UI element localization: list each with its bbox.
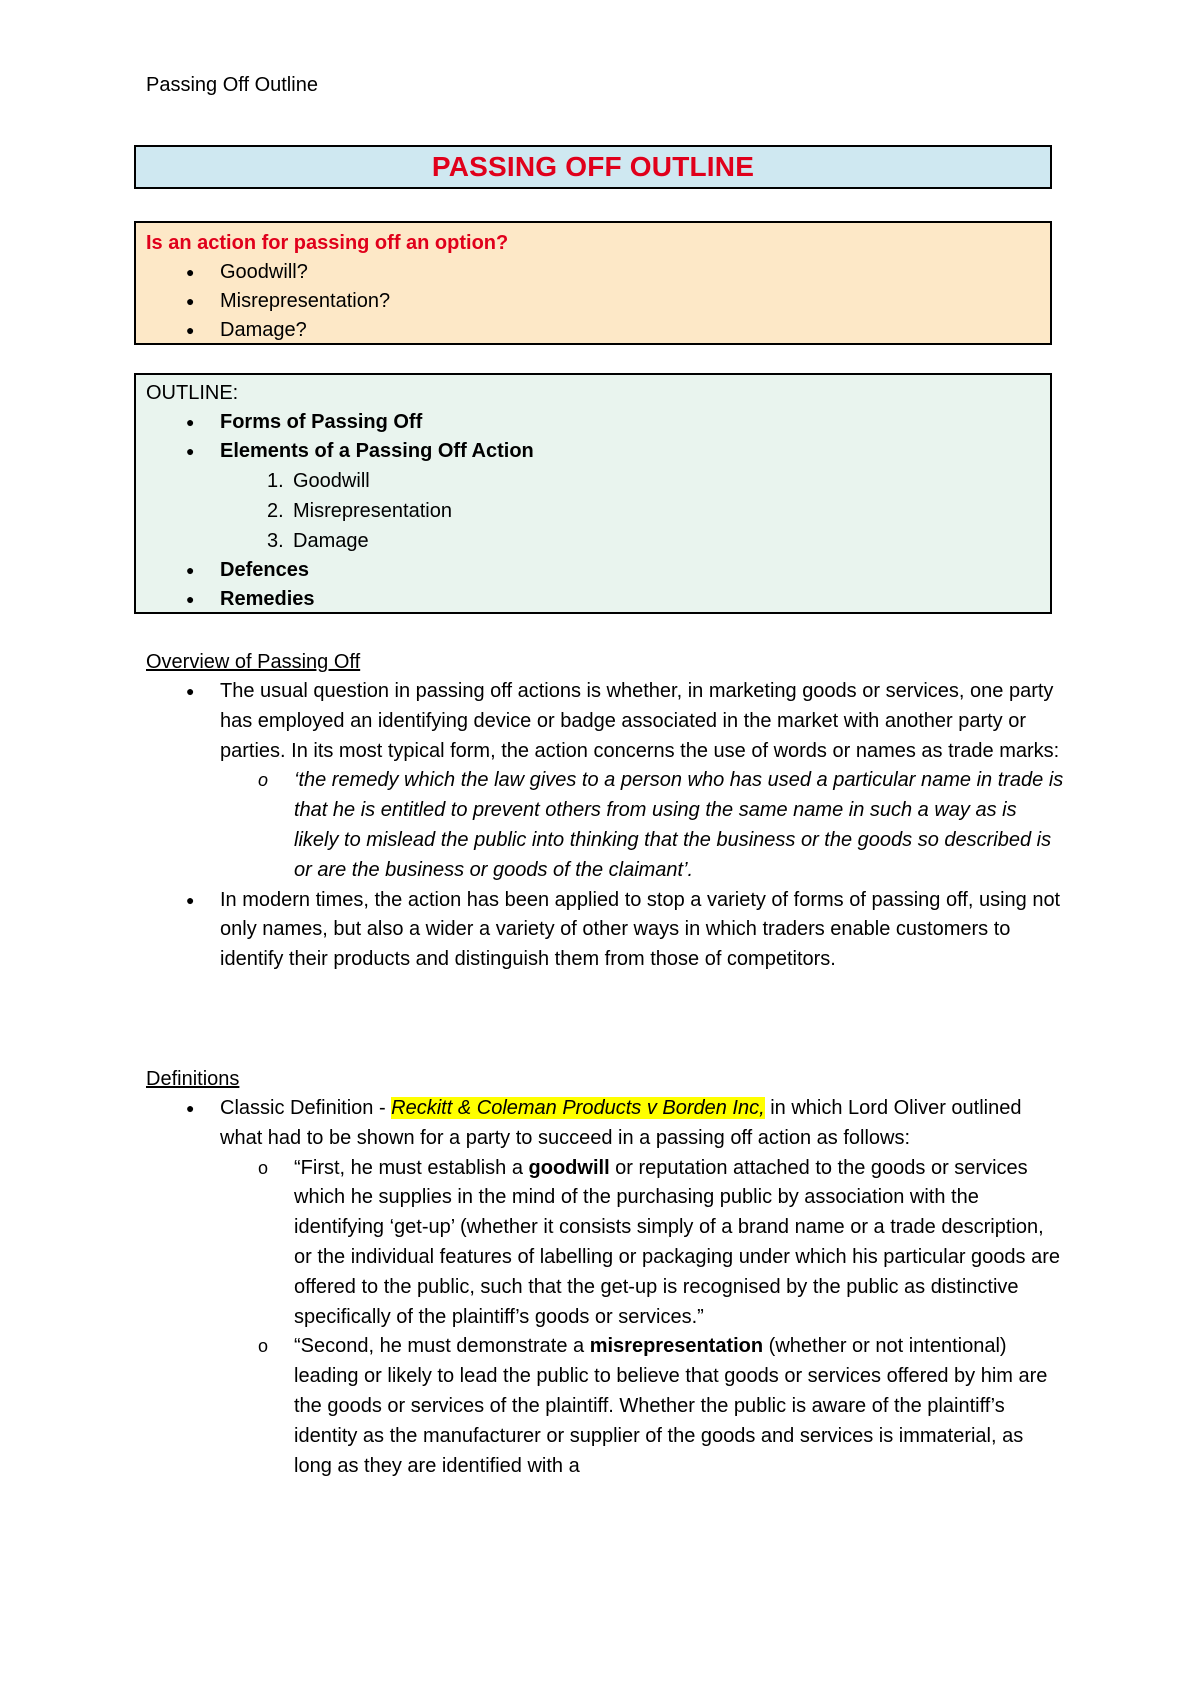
overview-sub-list (220, 766, 1066, 885)
outline-label: OUTLINE: (146, 382, 239, 404)
case-name-highlight: Reckitt & Coleman Products v Borden Inc, (391, 1097, 765, 1119)
definitions-heading: Definitions (146, 1068, 240, 1090)
list-item-text: Damage (293, 530, 369, 552)
list-item (146, 677, 1066, 886)
list-item: ● Misrepresentation? (146, 287, 1040, 316)
outline-box (134, 373, 1052, 614)
list-item (146, 496, 1040, 526)
list-item (146, 886, 1066, 975)
first-text-a: “First, he must establish a (294, 1156, 529, 1179)
list-item (146, 466, 1040, 496)
outline-list (146, 408, 1040, 466)
elements-list (146, 466, 1040, 556)
classic-prefix: Classic Definition - (220, 1097, 392, 1119)
list-item (220, 1154, 1066, 1333)
list-item: ● Forms of Passing Off (146, 408, 1040, 437)
overview-bullet-1: The usual question in passing off actions is whether, in marketing goods or services, one party has employed an identifying device or badge associated in the market with another party or parties. In its most typical form, the action concerns the use of words or names as trade marks: (220, 680, 1060, 762)
title-box (134, 145, 1052, 189)
list-item (146, 1094, 1066, 1481)
classic-suffix: in which Lord Oliver outlined what had to be shown for a party to succeed in a passing off action as follows: (220, 1097, 1022, 1149)
first-text-b: or reputation attached to the goods or services which he supplies in the mind of the purchasing public by association with the identifying ‘get-up’ (whether it consists simply of a brand name or a trade description, or the individual features of labelling or packaging under which his particular goods are offered to the public, such that the get-up is recognised by the public as distinctive specifically of the plaintiff’s goods or services.” (294, 1156, 1061, 1328)
list-number: 3. (267, 530, 284, 552)
second-text-b: (whether or not intentional) leading or likely to lead the public to believe that goods or services offered by him are the goods or services of the plaintiff. Whether the public is aware of the plaintiff’s identity as the manufacturer or supplier of the goods and services is immaterial, as long as they are identified with a (294, 1335, 1048, 1477)
overview-bullet-2: In modern times, the action has been applied to stop a variety of forms of passing off, using not only names, but also a wider a variety of other ways in which traders enable customers to identify their products and distinguish them from those of competitors. (220, 888, 1061, 971)
second-bold: misrepresentation (589, 1335, 764, 1358)
list-item (146, 437, 1040, 466)
running-header: Passing Off Outline (146, 74, 318, 96)
overview-section (146, 647, 1066, 975)
list-item (146, 526, 1040, 556)
list-item: ● Goodwill? (146, 258, 1040, 287)
list-item-text: Goodwill (293, 470, 370, 492)
list-item (220, 1332, 1066, 1481)
question-box (134, 221, 1052, 345)
list-item: ● Defences (146, 556, 1040, 585)
list-item: ● Remedies (146, 585, 1040, 614)
outline-list-cont (146, 556, 1040, 614)
definitions-sub-list (220, 1154, 1066, 1482)
list-number: 2. (267, 500, 284, 522)
list-item: ● Damage? (146, 316, 1040, 345)
second-text-a: “Second, he must demonstrate a (294, 1335, 590, 1358)
list-item-text: Misrepresentation (293, 500, 452, 522)
question-list (146, 258, 1040, 345)
list-item-text: Elements of a Passing Off Action (220, 440, 534, 462)
question-heading: Is an action for passing off an option? (146, 232, 509, 254)
list-number: 1. (267, 470, 284, 492)
definitions-section (146, 1064, 1066, 1481)
definitions-list (146, 1094, 1066, 1481)
first-bold: goodwill (528, 1156, 610, 1179)
quote-item: o ‘the remedy which the law gives to a person who has used a particular name in trade is that he is entitled to prevent others from using the same name in such a way as is likely to mislead the public into thinking that the business or the goods so described is or are the business or goods of the claimant’. (220, 766, 1066, 885)
overview-heading: Overview of Passing Off (146, 651, 361, 673)
overview-list (146, 677, 1066, 975)
document-title: PASSING OFF OUTLINE (431, 151, 755, 182)
